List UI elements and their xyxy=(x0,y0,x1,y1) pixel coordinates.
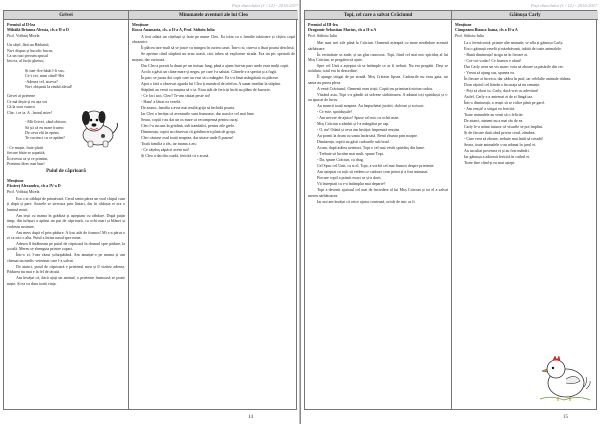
award-label: Mențiune xyxy=(7,177,24,183)
verse-line: Cîte, i ce ia. A , înorul mire! xyxy=(7,109,52,115)
author-name: Mihăilă Brianna Alessia, cls a II-a D xyxy=(7,27,69,33)
paragraph: Dimineața, copiii au găsit cadourile sub brad. xyxy=(317,139,390,145)
award-label: Premiul al II-lea xyxy=(7,22,36,27)
paragraph: În fiecare zi încerca, dar cădea în praf, iar celelalte animale râdeau. xyxy=(464,76,572,82)
paragraph: A venit Crăciunul. Oamenii erau triști. Copiii nu primiseră niciun cadou. xyxy=(317,85,434,91)
paragraph: Dar Carly avea un vis mare: voia să zboare ca păsările din cer. xyxy=(464,64,564,70)
paragraph: - Bună dimineața! striga ea în fiecare zi. xyxy=(464,52,529,58)
column-grivei xyxy=(4,11,128,409)
paragraph: Am învățat că, dacă ajuți un animal, o prietenie frumoasă se poate naște. Și ea va dura toată viața. xyxy=(7,275,125,286)
paragraph: - Vreau să ajung sus, spunea ea. xyxy=(464,70,515,76)
column-cleo xyxy=(128,11,298,409)
award-label: Mențiune xyxy=(455,22,472,27)
paragraph: Acum, după atâtea aventuri, Topi e cel mai vestit spiriduș din lume. xyxy=(317,145,426,151)
paragraph: Dar Cleo a pornit la drum pe un trotuar lung, până a ajuns într-un parc unde erau mulți copii. xyxy=(141,62,290,68)
paragraph: De atunci, nimeni nu a mai râs de ea. xyxy=(464,118,524,124)
story-title: Puiul de căprioară xyxy=(46,169,86,175)
paragraph: Îi plăcea tare mult să se joace cu mingea în curtea casei. Într-o zi, cineva a lăsat poarta deschisă. xyxy=(141,45,295,51)
paragraph: Vă întreptati cu e-a întâmplat mai departe? xyxy=(317,181,386,187)
paragraph: Era o găinușă veselă și năzdrăvană, iubită de toate animalele. xyxy=(464,46,562,52)
paragraph: A fost odată un cățelușă și frate pe nume Cleo. Ea trăia cu o familie iubitoare și câțiva copii obraznici. xyxy=(132,33,295,45)
teacher-name: Prof. Săftoiu Iulia xyxy=(308,32,337,38)
paragraph: - Trebuie să lucrăm mai mult, spune Topi. xyxy=(317,151,384,157)
paragraph: - Am reușit! a strigat ea fericită. xyxy=(464,106,515,112)
verse-line: Că la sora vatucu xyxy=(7,104,35,110)
paragraph: Într-o dimineață, a reușit să se ridice până pe gard. xyxy=(464,100,545,106)
paragraph: Văzând asta, Topi s-a gândit să salveze sărbătoarea. A adunat toți spiridușii și s-au apucat de lucru. xyxy=(308,91,448,103)
verse-line: Imi ea, al fucții ghetus; xyxy=(7,58,44,64)
author-name: Câmpeanu Bianca Ioana, cls a II-a A xyxy=(455,27,518,33)
paragraph: Toate fine când și eu mai aștept. xyxy=(464,160,516,166)
right-page xyxy=(301,0,600,424)
chick-illustration-icon xyxy=(536,351,594,403)
paragraph: - Ce este, spiridușule? xyxy=(317,109,353,115)
poem-stanza xyxy=(7,68,125,90)
paragraph: În vecinătate se aude, și un glas cunoscut. Topi, fiind cel mai mic spiriduș al lui Moș Crăciun, se pregătea să ajute. xyxy=(308,51,448,63)
paragraph: Cleo l-a ascuns în grădină, sub trandafiri, pentru zile grele. xyxy=(141,122,235,128)
dog-illustration-icon xyxy=(74,105,122,149)
poem-stanza xyxy=(7,42,125,64)
verse-line: -Adesea cel, atceva? xyxy=(25,78,58,84)
author-name: Păcăreț Alexandra, cls a IV-a D xyxy=(7,183,61,189)
verse-line: Nu-i obișnuit la rindul alesul! xyxy=(25,84,73,90)
page-frame xyxy=(304,10,597,410)
verse-line: De ceva elii în eprim, xyxy=(25,129,60,135)
verse-line: Ca un ruzi precum spusul xyxy=(7,53,48,59)
paragraph: Adesea îl întâlneam pe puiul de căprioară în drumul spre pădure, la școală. Mereu se zbenguia printre copaci. xyxy=(7,241,125,252)
page-header: Pași diavolului (1 / 12) - 2016-2017 xyxy=(531,3,598,8)
page-number: 14 xyxy=(248,415,253,420)
paragraph: Carly le-a arătat tuturor că visurile se pot împlini. xyxy=(464,124,544,130)
paragraph: Astfel, Carly s-a antrenat zi de zi lângă iaz. xyxy=(464,94,534,100)
paragraph: Au pornit la drum cu sania încărcată. Renii zburau prin noapte. xyxy=(317,133,418,139)
teacher-name: Prof. Vrăbiuț Mirela xyxy=(7,188,40,194)
teacher-name: Prof. Săftoiu Iulia xyxy=(455,32,484,38)
paragraph: Seara, copiii i-au dat un os mare ca recompensă pentru curaj. xyxy=(141,116,239,122)
paragraph: Am ieșit cu mama în grădină și așteptam cu răbdare. După puțin timp, din tufișuri a apărut un pui de căprioară, cu ochi mari și blânzi și vorbeau rusinare. xyxy=(7,212,125,229)
column-title: Găinușa Carly xyxy=(452,11,598,20)
paragraph: - Ce cățeluș zăpăcit avem noi! xyxy=(141,146,190,152)
paragraph: De atunci, familia a avut mai multă grijă să închidă poarta. xyxy=(141,104,235,110)
paragraph: Cel Spuc cel Unit, ca si el, Topi, a vorbit cel mai frumos despre prietenie. xyxy=(317,163,435,169)
paragraph: Doar rățoiul cel bătrân o încuraja să nu renunțe. xyxy=(464,82,541,88)
paragraph: - Ce faci aici, Cleo? Te-am căutat peste tot! xyxy=(141,92,211,98)
paragraph: Toată familia a râs, iar mama a zis: xyxy=(141,140,197,146)
page-number: 15 xyxy=(563,415,568,420)
verse-line: Te vuciesci cu ce aptăm? xyxy=(25,135,65,141)
paragraph: Într-o zi, l-am văzut șchiopătând. Am anunțat-o pe mama și am chemat un medic veterinar care l-a salvat. xyxy=(7,252,125,263)
paragraph: Mai sunt trei zile până la Crăciun. Oamenii așteaptă cu mare nerăbdare această sărbătoare. xyxy=(308,40,448,51)
column-title: Minunatele aventuri ale lui Cleo xyxy=(129,11,298,20)
author-name: Dragomir Sebastian Marius, cls a II-a A xyxy=(308,27,377,33)
paragraph: Acolo a găsit un câine mare și negru, pe care l-a salutat. Câinele s-a speriat și a fugit. xyxy=(141,68,277,74)
paragraph: - Cot-cot-codac! Ce frumos e afară! xyxy=(464,58,522,64)
paragraph: Iar găinușa a adormit fericită în cuibul ei. xyxy=(464,154,531,160)
verse-line: - Ce muște, frate plutit xyxy=(7,144,44,150)
paragraph: Am așteptat cu toții să vedem ce cadouri vom primi și a fost minunat. xyxy=(317,169,429,175)
verse-line: Ce mă dește și eu așa voi xyxy=(7,98,48,104)
verse-line: Și iute-Are bătăi l-îi vus, xyxy=(25,67,65,73)
paragraph: Iar Cleo a învățat că aventurile sunt frumoase, dar acasă e cel mai bine. xyxy=(141,110,255,116)
paragraph: La o fermă mică, printre alte animale, se afla și găinușa Carly. xyxy=(464,40,564,46)
verse-line: - Mă Grivei, când obitore, xyxy=(25,119,67,125)
paragraph: Spre cel Unit a așteptat să se întâmple ce ar fi trebuit. Nu era pregătit. Deși se străduia, totul era în dezordine. xyxy=(308,63,448,74)
paragraph: Am mers după el prin pădure. A fost atât de frumos! Mi s-a părut o zi ca nici o alta. Puiul a întins nasul spre mine. xyxy=(7,229,125,240)
verse-line: Grivei ai prietene xyxy=(7,93,35,99)
paragraph: - O, nu! Odată și ceva am învățat: împreună reușim. xyxy=(317,127,400,133)
award-label: Premiul al III-lea xyxy=(308,22,338,27)
paragraph: Era o zi călduță de primăvară. Cerul senin părea un voal chipul cum ți după și pare. Soarele se strecura prin lăstari, dar în obârșia ei era o lumină nouă. xyxy=(7,195,125,212)
story-text xyxy=(455,40,595,165)
paragraph: Seara, toate animalele s-au adunat în jurul ei. xyxy=(464,142,537,148)
paragraph: Iar noi am învățat că orice ajutor contează, oricât de mic ar fi. xyxy=(317,198,416,204)
verse-line: fiecare bătie se șopatită, xyxy=(7,150,46,156)
paragraph: - Da, spune Crăciun, cu drag. xyxy=(317,157,364,163)
paragraph: Toate animalele au venit să o felicite. xyxy=(464,112,524,118)
verse-line: Nu-i dispus și bucolic bucur, xyxy=(7,47,53,53)
paragraph: Se aprinse când stăpânii nu erau acasă, căci iubea să exploreze strada. Era un pic speriată de mașini, dar curioasă. xyxy=(132,51,295,62)
paragraph: Și de fiecare dată când privea cerul, zâmbea. xyxy=(464,130,536,136)
column-carly xyxy=(451,11,598,409)
paragraph: Fiecare copil a primit exact ce și-a dorit. xyxy=(317,175,382,181)
paragraph: Apoi o fată a observat zgarda lui Cleo și numărul de telefon. A sunat imediat la stăpâni. xyxy=(141,80,281,86)
verse-line: Îti avestu ca și ce primim, xyxy=(7,155,49,161)
page-header: Pași diavolului (1 / 12) - 2016-2017 xyxy=(232,3,299,8)
paragraph: - Ham! a lătrat ea veselă. xyxy=(141,98,181,104)
story-text xyxy=(308,40,448,204)
paragraph: Cleo căutase osul toată noaptea, dar uitase unde îl pusese! xyxy=(141,134,234,140)
award-label: Mențiune xyxy=(132,22,149,27)
paragraph: Stăpânii au venit cu mașina să o ia. Erau atât de fericiți încât au plâns de bucurie. xyxy=(141,86,271,92)
paragraph: - Cine vrea să zboare, trebuie mai întâi să creadă! xyxy=(464,136,544,142)
paragraph: Și Cleo a dat din coadă, fericită că e acasă. xyxy=(141,152,210,158)
column-topi xyxy=(305,11,451,409)
author-name: Rosca Anamaria, cls. a II-a A, Prof. Săftoiu Iulia xyxy=(132,27,215,33)
verse-line: Prietenu fărec mai bun! xyxy=(7,160,45,166)
story-text xyxy=(132,34,295,158)
paragraph: Moș Crăciun a zâmbit și l-a mângâiat pe cap. xyxy=(317,121,390,127)
paragraph: Îl ajunge strigat de pe stradă. Moș Crăciun lipsea. Cadourile nu erau gata, iar sania nu putea pleca. xyxy=(308,74,448,85)
verse-line: Să ști că eu mare frutesc xyxy=(25,124,64,130)
paragraph: În parc se jucau doi copii care au vrut să o mângâie. Ea s-a lăsat mângâiată cu plăcere. xyxy=(141,74,280,80)
paragraph: Au ascultat povestea ei și au fost mândri. xyxy=(464,148,530,154)
paragraph: Topi a devenit ajutorul cel mai de încredere al lui Moș Crăciun și tot el a salvat mereu sărbătoarea. xyxy=(308,187,448,198)
story-text xyxy=(7,196,125,286)
page-frame xyxy=(3,10,297,410)
column-title: Topi, cel care a salvat Crăciunul xyxy=(305,11,451,20)
teacher-name: Prof. Vrăbiuț Mirela xyxy=(7,32,40,38)
column-title: Grivei xyxy=(4,11,128,20)
paragraph: - Poți să zbori tu, Carly, dacă vrei cu adevărat! xyxy=(464,88,539,94)
verse-line: Un cățel, fără un Bărbatul, xyxy=(7,42,50,48)
verse-line: Ce-i vei, mini când? Hei xyxy=(25,73,65,79)
paragraph: - Am nevoie de ajutor! Spuse cel mic cu ochii mari. xyxy=(317,115,400,121)
paragraph: Dimineața, copiii au observat că grădina era plină de gropi. xyxy=(141,128,236,134)
paragraph: De atunci, puiul de căprioară e prietenul meu și îl vizitez adesea. Pădurea nu mai e la fel de tăcută. xyxy=(7,263,125,275)
paragraph: Au muncit toată noaptea. Au împachetat jucării, dulciuri și scrisori. xyxy=(317,103,425,109)
